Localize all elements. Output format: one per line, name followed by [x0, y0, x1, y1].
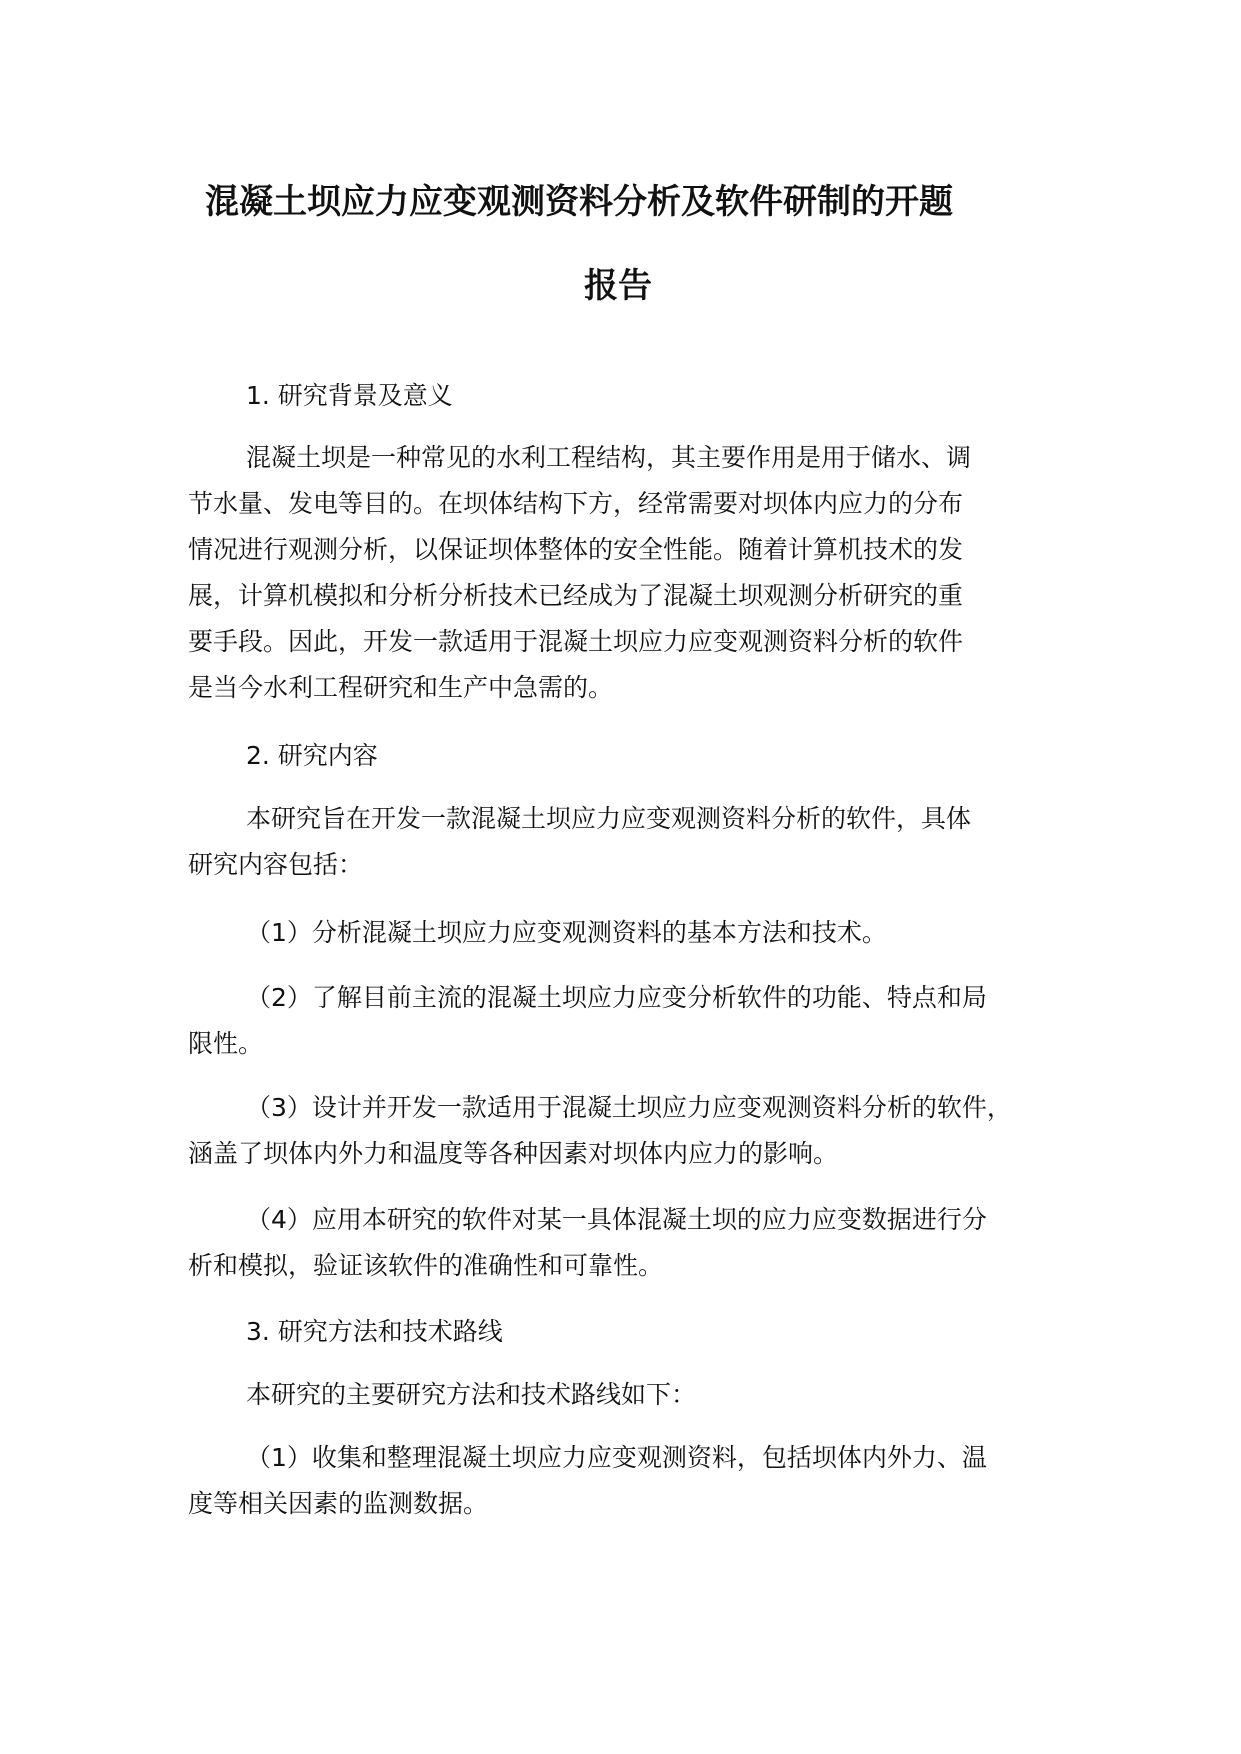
- paragraph-line: 混凝土坝是一种常见的水利工程结构，其主要作用是用于储水、调: [246, 443, 972, 472]
- section-heading-3: 3. 研究方法和技术路线: [246, 1317, 503, 1346]
- paragraph-line: 本研究的主要研究方法和技术路线如下：: [246, 1380, 697, 1409]
- paragraph-line: 情况进行观测分析，以保证坝体整体的安全性能。随着计算机技术的发: [188, 535, 964, 564]
- list-item-line: 涵盖了坝体内外力和温度等各种因素对坝体内应力的影响。: [188, 1139, 839, 1168]
- list-item-line: （3）设计并开发一款适用于混凝土坝应力应变观测资料分析的软件，: [246, 1093, 1012, 1122]
- list-item-line: （1）收集和整理混凝土坝应力应变观测资料，包括坝体内外力、温: [246, 1443, 987, 1472]
- paragraph-line: 要手段。因此，开发一款适用于混凝土坝应力应变观测资料分析的软件: [188, 627, 964, 656]
- paragraph-line: 研究内容包括：: [188, 850, 364, 879]
- list-item-line: 析和模拟，验证该软件的准确性和可靠性。: [188, 1251, 664, 1280]
- paragraph-line: 展，计算机模拟和分析分析技术已经成为了混凝土坝观测分析研究的重: [188, 581, 964, 610]
- list-item-line: （2）了解目前主流的混凝土坝应力应变分析软件的功能、特点和局: [246, 983, 987, 1012]
- list-item-line: （4）应用本研究的软件对某一具体混凝土坝的应力应变数据进行分: [246, 1205, 987, 1234]
- list-item-line: （1）分析混凝土坝应力应变观测资料的基本方法和技术。: [246, 918, 887, 947]
- section-heading-2: 2. 研究内容: [246, 741, 378, 770]
- document-title-line-1: 混凝土坝应力应变观测资料分析及软件研制的开题: [205, 182, 953, 222]
- paragraph-line: 本研究旨在开发一款混凝土坝应力应变观测资料分析的软件，具体: [246, 804, 972, 833]
- list-item-line: 限性。: [188, 1029, 264, 1058]
- section-heading-1: 1. 研究背景及意义: [246, 381, 453, 410]
- paragraph-line: 节水量、发电等目的。在坝体结构下方，经常需要对坝体内应力的分布: [188, 489, 964, 518]
- list-item-line: 度等相关因素的监测数据。: [188, 1489, 489, 1518]
- document-title-line-2: 报告: [584, 266, 652, 306]
- paragraph-line: 是当今水利工程研究和生产中急需的。: [188, 673, 614, 702]
